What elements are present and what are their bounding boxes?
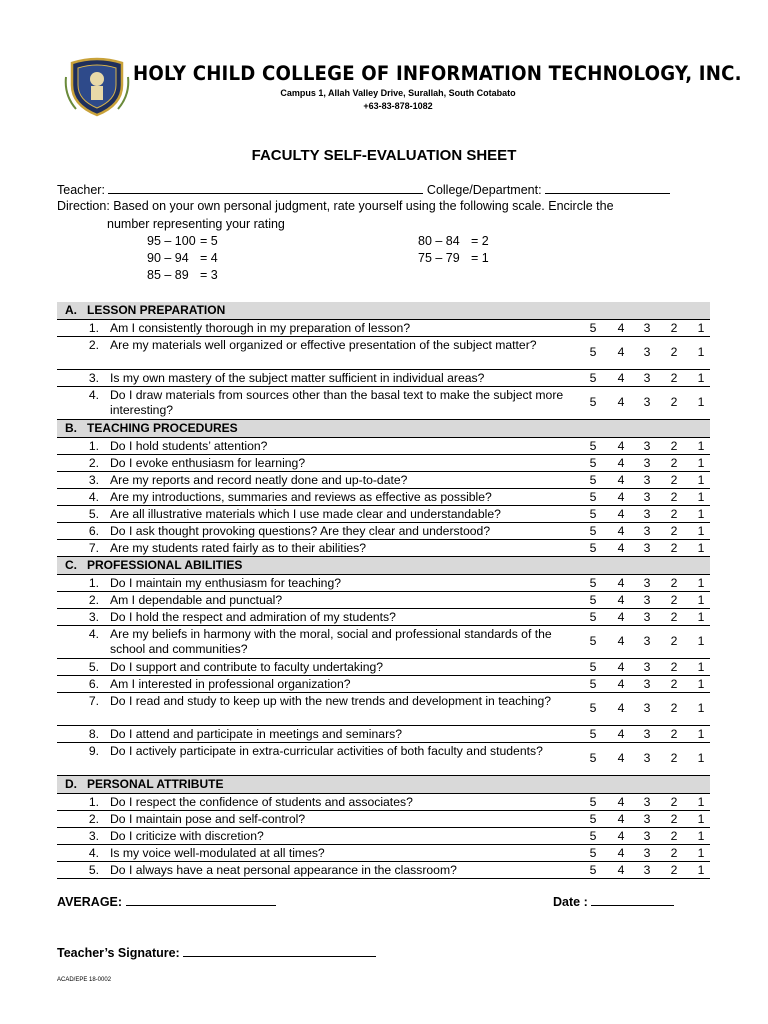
- rating-options: [577, 575, 710, 591]
- question-number: 1.: [88, 576, 99, 590]
- rating-options: [577, 828, 710, 844]
- question-text: Do I draw materials from sources other than the basal text to make the subject more interesting?: [110, 388, 564, 417]
- question-row: [57, 370, 710, 387]
- scale-value: = 2: [471, 234, 489, 248]
- question-number: 3.: [88, 829, 99, 843]
- evaluation-table: [57, 302, 710, 879]
- rating-option-1[interactable]: 1: [697, 660, 705, 674]
- rating-options: [577, 489, 710, 505]
- rating-option-2[interactable]: 2: [670, 524, 678, 538]
- rating-option-2[interactable]: 2: [670, 812, 678, 826]
- rating-options: [577, 592, 710, 608]
- college-name: HOLY CHILD COLLEGE OF INFORMATION TECHNOLOGY, INC.: [133, 62, 742, 85]
- rating-option-3[interactable]: 3: [643, 812, 651, 826]
- rating-option-3[interactable]: 3: [643, 593, 651, 607]
- question-text: Do I always have a neat personal appearance in the classroom?: [110, 863, 457, 877]
- rating-options: [577, 845, 710, 861]
- form-code: ACAD/EPE 18-0002: [57, 977, 112, 983]
- rating-option-5[interactable]: 5: [589, 727, 597, 741]
- rating-option-4[interactable]: 4: [617, 610, 625, 624]
- rating-option-4[interactable]: 4: [617, 490, 625, 504]
- rating-option-4[interactable]: 4: [617, 829, 625, 843]
- rating-option-4[interactable]: 4: [617, 751, 625, 765]
- section-title: PROFESSIONAL ABILITIES: [87, 558, 243, 572]
- rating-option-5[interactable]: 5: [589, 829, 597, 843]
- rating-option-5[interactable]: 5: [589, 863, 597, 877]
- question-number: 4.: [88, 388, 99, 402]
- rating-option-5[interactable]: 5: [589, 751, 597, 765]
- rating-options: [577, 659, 710, 675]
- rating-option-1[interactable]: 1: [697, 541, 705, 555]
- college-address: Campus 1, Allah Valley Drive, Surallah, South Cotabato: [280, 88, 516, 98]
- teacher-college-line: [57, 181, 670, 199]
- question-number: 3.: [88, 610, 99, 624]
- question-text: Do I ask thought provoking questions? Are they clear and understood?: [110, 524, 491, 538]
- scale-entry: [147, 250, 218, 267]
- sheet-title: FACULTY SELF-EVALUATION SHEET: [251, 147, 517, 164]
- rating-option-2[interactable]: 2: [670, 610, 678, 624]
- scale-value: = 5: [200, 234, 218, 248]
- question-text: Am I dependable and punctual?: [110, 593, 283, 607]
- rating-options: [577, 693, 710, 725]
- rating-option-1[interactable]: 1: [697, 634, 705, 648]
- signature-line: [57, 944, 376, 960]
- rating-option-1[interactable]: 1: [697, 846, 705, 860]
- rating-option-5[interactable]: 5: [589, 634, 597, 648]
- rating-option-4[interactable]: 4: [617, 634, 625, 648]
- rating-option-1[interactable]: 1: [697, 610, 705, 624]
- direction-line-2: number representing your rating: [107, 217, 285, 231]
- question-row: [57, 592, 710, 609]
- rating-option-3[interactable]: 3: [643, 456, 651, 470]
- rating-option-3[interactable]: 3: [643, 371, 651, 385]
- rating-option-4[interactable]: 4: [617, 576, 625, 590]
- rating-option-2[interactable]: 2: [670, 634, 678, 648]
- rating-option-4[interactable]: 4: [617, 395, 625, 409]
- section-header: [57, 557, 710, 575]
- college-seal-logo: [64, 55, 130, 117]
- section-letter: C.: [65, 558, 77, 572]
- scale-range: 80 – 84: [418, 234, 460, 248]
- question-row: [57, 828, 710, 845]
- question-row: [57, 862, 710, 879]
- question-number: 2.: [88, 456, 99, 470]
- rating-option-3[interactable]: 3: [643, 751, 651, 765]
- question-text: Do I respect the confidence of students and associates?: [110, 795, 413, 809]
- question-text: Do I criticize with discretion?: [110, 829, 264, 843]
- rating-option-4[interactable]: 4: [617, 321, 625, 335]
- rating-option-4[interactable]: 4: [617, 660, 625, 674]
- rating-option-2[interactable]: 2: [670, 660, 678, 674]
- question-number: 8.: [88, 727, 99, 741]
- scale-value: = 3: [200, 268, 218, 282]
- rating-option-3[interactable]: 3: [643, 727, 651, 741]
- college-label: College/Department:: [426, 183, 542, 197]
- rating-option-2[interactable]: 2: [670, 677, 678, 691]
- rating-option-3[interactable]: 3: [643, 610, 651, 624]
- average-blank[interactable]: [126, 893, 276, 906]
- rating-option-2[interactable]: 2: [670, 751, 678, 765]
- college-address-block: [133, 87, 663, 113]
- question-number: 2.: [88, 812, 99, 826]
- rating-option-1[interactable]: 1: [697, 576, 705, 590]
- scale-range: 85 – 89: [147, 268, 189, 282]
- question-number: 1.: [88, 795, 99, 809]
- rating-option-2[interactable]: 2: [670, 863, 678, 877]
- rating-option-2[interactable]: 2: [670, 456, 678, 470]
- scale-entry: [418, 233, 489, 250]
- rating-option-3[interactable]: 3: [643, 863, 651, 877]
- rating-option-3[interactable]: 3: [643, 321, 651, 335]
- scale-range: 75 – 79: [418, 251, 460, 265]
- rating-option-1[interactable]: 1: [697, 490, 705, 504]
- rating-options: [577, 862, 710, 878]
- rating-option-4[interactable]: 4: [617, 371, 625, 385]
- rating-option-1[interactable]: 1: [697, 727, 705, 741]
- scale-value: = 4: [200, 251, 218, 265]
- rating-option-4[interactable]: 4: [617, 701, 625, 715]
- question-number: 2.: [88, 593, 99, 607]
- rating-option-3[interactable]: 3: [643, 846, 651, 860]
- question-row: [57, 506, 710, 523]
- rating-option-1[interactable]: 1: [697, 524, 705, 538]
- rating-option-4[interactable]: 4: [617, 795, 625, 809]
- question-row: [57, 337, 710, 370]
- rating-option-1[interactable]: 1: [697, 593, 705, 607]
- average-label: AVERAGE:: [57, 895, 123, 909]
- rating-option-4[interactable]: 4: [617, 863, 625, 877]
- rating-option-1[interactable]: 1: [697, 701, 705, 715]
- teacher-blank[interactable]: [108, 181, 423, 194]
- question-number: 6.: [88, 677, 99, 691]
- rating-options: [577, 506, 710, 522]
- rating-options: [577, 370, 710, 386]
- question-row: [57, 811, 710, 828]
- rating-options: [577, 743, 710, 775]
- question-row: [57, 387, 710, 420]
- rating-option-3[interactable]: 3: [643, 541, 651, 555]
- question-text: Are all illustrative materials which I use made clear and understandable?: [110, 507, 501, 521]
- rating-option-2[interactable]: 2: [670, 345, 678, 359]
- question-text: Do I evoke enthusiasm for learning?: [110, 456, 306, 470]
- rating-option-5[interactable]: 5: [589, 456, 597, 470]
- question-row: [57, 540, 710, 557]
- rating-option-1[interactable]: 1: [697, 321, 705, 335]
- rating-option-1[interactable]: 1: [697, 456, 705, 470]
- question-number: 4.: [88, 846, 99, 860]
- question-number: 3.: [88, 371, 99, 385]
- rating-option-5[interactable]: 5: [589, 541, 597, 555]
- question-row: [57, 743, 710, 776]
- rating-options: [577, 794, 710, 810]
- rating-option-3[interactable]: 3: [643, 507, 651, 521]
- average-line: [57, 893, 276, 909]
- question-text: Are my materials well organized or effective presentation of the subject matter?: [110, 338, 537, 352]
- rating-option-2[interactable]: 2: [670, 576, 678, 590]
- question-number: 5.: [88, 507, 99, 521]
- rating-option-3[interactable]: 3: [643, 345, 651, 359]
- question-text: Do I read and study to keep up with the new trends and development in teaching?: [110, 694, 552, 708]
- rating-option-3[interactable]: 3: [643, 576, 651, 590]
- question-text: Do I hold the respect and admiration of my students?: [110, 610, 396, 624]
- rating-option-5[interactable]: 5: [589, 610, 597, 624]
- college-blank[interactable]: [545, 181, 670, 194]
- question-number: 5.: [88, 660, 99, 674]
- question-row: [57, 575, 710, 592]
- question-text: Are my students rated fairly as to their abilities?: [110, 541, 367, 555]
- question-text: Are my beliefs in harmony with the moral, social and professional standards of the school and communities?: [110, 627, 552, 656]
- section-letter: B.: [65, 421, 77, 435]
- rating-option-4[interactable]: 4: [617, 812, 625, 826]
- question-text: Are my introductions, summaries and reviews as effective as possible?: [110, 490, 492, 504]
- date-line: [553, 893, 674, 909]
- rating-options: [577, 438, 710, 454]
- rating-options: [577, 726, 710, 742]
- rating-option-5[interactable]: 5: [589, 660, 597, 674]
- question-number: 4.: [88, 627, 99, 641]
- rating-options: [577, 455, 710, 471]
- question-row: [57, 455, 710, 472]
- question-row: [57, 472, 710, 489]
- rating-option-3[interactable]: 3: [643, 395, 651, 409]
- rating-options: [577, 337, 710, 369]
- date-blank[interactable]: [591, 893, 674, 906]
- rating-option-2[interactable]: 2: [670, 795, 678, 809]
- scale-entry: [147, 233, 218, 250]
- rating-option-4[interactable]: 4: [617, 507, 625, 521]
- rating-option-2[interactable]: 2: [670, 507, 678, 521]
- rating-option-2[interactable]: 2: [670, 541, 678, 555]
- rating-options: [577, 626, 710, 658]
- question-row: [57, 693, 710, 726]
- rating-option-1[interactable]: 1: [697, 751, 705, 765]
- question-number: 3.: [88, 473, 99, 487]
- rating-option-4[interactable]: 4: [617, 473, 625, 487]
- rating-option-5[interactable]: 5: [589, 812, 597, 826]
- rating-option-5[interactable]: 5: [589, 371, 597, 385]
- signature-label: Teacher’s Signature:: [57, 946, 180, 960]
- question-row: [57, 523, 710, 540]
- rating-option-3[interactable]: 3: [643, 490, 651, 504]
- rating-option-1[interactable]: 1: [697, 473, 705, 487]
- rating-option-1[interactable]: 1: [697, 829, 705, 843]
- scale-entry: [147, 267, 218, 284]
- rating-option-5[interactable]: 5: [589, 439, 597, 453]
- question-text: Is my own mastery of the subject matter sufficient in individual areas?: [110, 371, 485, 385]
- question-text: Is my voice well-modulated at all times?: [110, 846, 325, 860]
- question-number: 7.: [88, 694, 99, 708]
- section-header: [57, 302, 710, 320]
- question-row: [57, 726, 710, 743]
- rating-option-2[interactable]: 2: [670, 846, 678, 860]
- teacher-label: Teacher:: [57, 183, 105, 197]
- rating-option-2[interactable]: 2: [670, 490, 678, 504]
- rating-option-1[interactable]: 1: [697, 507, 705, 521]
- question-text: Do I actively participate in extra-curricular activities of both faculty and students?: [110, 744, 543, 758]
- direction-line-1: Direction: Based on your own personal judgment, rate yourself using the following scale. Encircle the: [57, 199, 614, 213]
- rating-option-1[interactable]: 1: [697, 345, 705, 359]
- question-row: [57, 609, 710, 626]
- question-row: [57, 676, 710, 693]
- section-letter: A.: [65, 303, 77, 317]
- scale-range: 90 – 94: [147, 251, 189, 265]
- rating-options: [577, 609, 710, 625]
- rating-option-3[interactable]: 3: [643, 439, 651, 453]
- rating-options: [577, 523, 710, 539]
- rating-option-2[interactable]: 2: [670, 321, 678, 335]
- rating-option-5[interactable]: 5: [589, 473, 597, 487]
- rating-option-1[interactable]: 1: [697, 395, 705, 409]
- rating-options: [577, 472, 710, 488]
- rating-option-1[interactable]: 1: [697, 677, 705, 691]
- rating-option-2[interactable]: 2: [670, 727, 678, 741]
- rating-option-4[interactable]: 4: [617, 846, 625, 860]
- question-text: Am I interested in professional organization?: [110, 677, 351, 691]
- question-row: [57, 438, 710, 455]
- rating-option-2[interactable]: 2: [670, 439, 678, 453]
- question-row: [57, 659, 710, 676]
- rating-options: [577, 676, 710, 692]
- rating-option-5[interactable]: 5: [589, 795, 597, 809]
- scale-entry: [418, 250, 489, 267]
- question-text: Am I consistently thorough in my preparation of lesson?: [110, 321, 411, 335]
- rating-option-2[interactable]: 2: [670, 701, 678, 715]
- rating-option-5[interactable]: 5: [589, 395, 597, 409]
- rating-option-5[interactable]: 5: [589, 345, 597, 359]
- question-number: 2.: [88, 338, 99, 352]
- rating-options: [577, 811, 710, 827]
- rating-option-5[interactable]: 5: [589, 593, 597, 607]
- rating-option-4[interactable]: 4: [617, 456, 625, 470]
- question-text: Do I maintain my enthusiasm for teaching?: [110, 576, 341, 590]
- rating-options: [577, 320, 710, 336]
- section-header: [57, 420, 710, 438]
- question-number: 1.: [88, 439, 99, 453]
- rating-option-5[interactable]: 5: [589, 507, 597, 521]
- rating-option-4[interactable]: 4: [617, 593, 625, 607]
- signature-blank[interactable]: [183, 944, 376, 957]
- section-header: [57, 776, 710, 794]
- section-title: TEACHING PROCEDURES: [87, 421, 238, 435]
- section-title: LESSON PREPARATION: [87, 303, 226, 317]
- rating-option-3[interactable]: 3: [643, 677, 651, 691]
- question-text: Do I support and contribute to faculty undertaking?: [110, 660, 384, 674]
- question-text: Do I maintain pose and self-control?: [110, 812, 306, 826]
- rating-option-3[interactable]: 3: [643, 473, 651, 487]
- rating-option-1[interactable]: 1: [697, 439, 705, 453]
- scale-value: = 1: [471, 251, 489, 265]
- question-number: 9.: [88, 744, 99, 758]
- rating-option-2[interactable]: 2: [670, 371, 678, 385]
- date-label: Date :: [553, 895, 588, 909]
- question-text: Are my reports and record neatly done and up-to-date?: [110, 473, 408, 487]
- rating-option-2[interactable]: 2: [670, 829, 678, 843]
- rating-option-1[interactable]: 1: [697, 795, 705, 809]
- rating-option-5[interactable]: 5: [589, 576, 597, 590]
- question-number: 6.: [88, 524, 99, 538]
- section-letter: D.: [65, 777, 77, 791]
- rating-options: [577, 387, 710, 419]
- rating-option-3[interactable]: 3: [643, 660, 651, 674]
- rating-option-5[interactable]: 5: [589, 677, 597, 691]
- rating-option-5[interactable]: 5: [589, 701, 597, 715]
- rating-option-4[interactable]: 4: [617, 524, 625, 538]
- scale-range: 95 – 100: [147, 234, 196, 248]
- rating-option-3[interactable]: 3: [643, 634, 651, 648]
- question-text: Do I attend and participate in meetings and seminars?: [110, 727, 402, 741]
- college-phone: +63-83-878-1082: [363, 101, 433, 111]
- rating-options: [577, 540, 710, 556]
- rating-option-2[interactable]: 2: [670, 395, 678, 409]
- rating-option-3[interactable]: 3: [643, 795, 651, 809]
- question-text: Do I hold students’ attention?: [110, 439, 268, 453]
- question-number: 5.: [88, 863, 99, 877]
- question-row: [57, 489, 710, 506]
- rating-option-4[interactable]: 4: [617, 677, 625, 691]
- rating-option-4[interactable]: 4: [617, 345, 625, 359]
- question-number: 7.: [88, 541, 99, 555]
- rating-option-5[interactable]: 5: [589, 321, 597, 335]
- question-number: 1.: [88, 321, 99, 335]
- rating-option-1[interactable]: 1: [697, 371, 705, 385]
- rating-option-3[interactable]: 3: [643, 829, 651, 843]
- question-row: [57, 320, 710, 337]
- rating-option-5[interactable]: 5: [589, 846, 597, 860]
- section-title: PERSONAL ATTRIBUTE: [87, 777, 224, 791]
- rating-option-4[interactable]: 4: [617, 727, 625, 741]
- rating-option-5[interactable]: 5: [589, 490, 597, 504]
- rating-option-2[interactable]: 2: [670, 473, 678, 487]
- rating-option-1[interactable]: 1: [697, 812, 705, 826]
- rating-option-2[interactable]: 2: [670, 593, 678, 607]
- rating-option-1[interactable]: 1: [697, 863, 705, 877]
- rating-option-3[interactable]: 3: [643, 701, 651, 715]
- rating-option-4[interactable]: 4: [617, 541, 625, 555]
- rating-option-4[interactable]: 4: [617, 439, 625, 453]
- question-number: 4.: [88, 490, 99, 504]
- rating-option-5[interactable]: 5: [589, 524, 597, 538]
- question-row: [57, 794, 710, 811]
- question-row: [57, 845, 710, 862]
- question-row: [57, 626, 710, 659]
- rating-option-3[interactable]: 3: [643, 524, 651, 538]
